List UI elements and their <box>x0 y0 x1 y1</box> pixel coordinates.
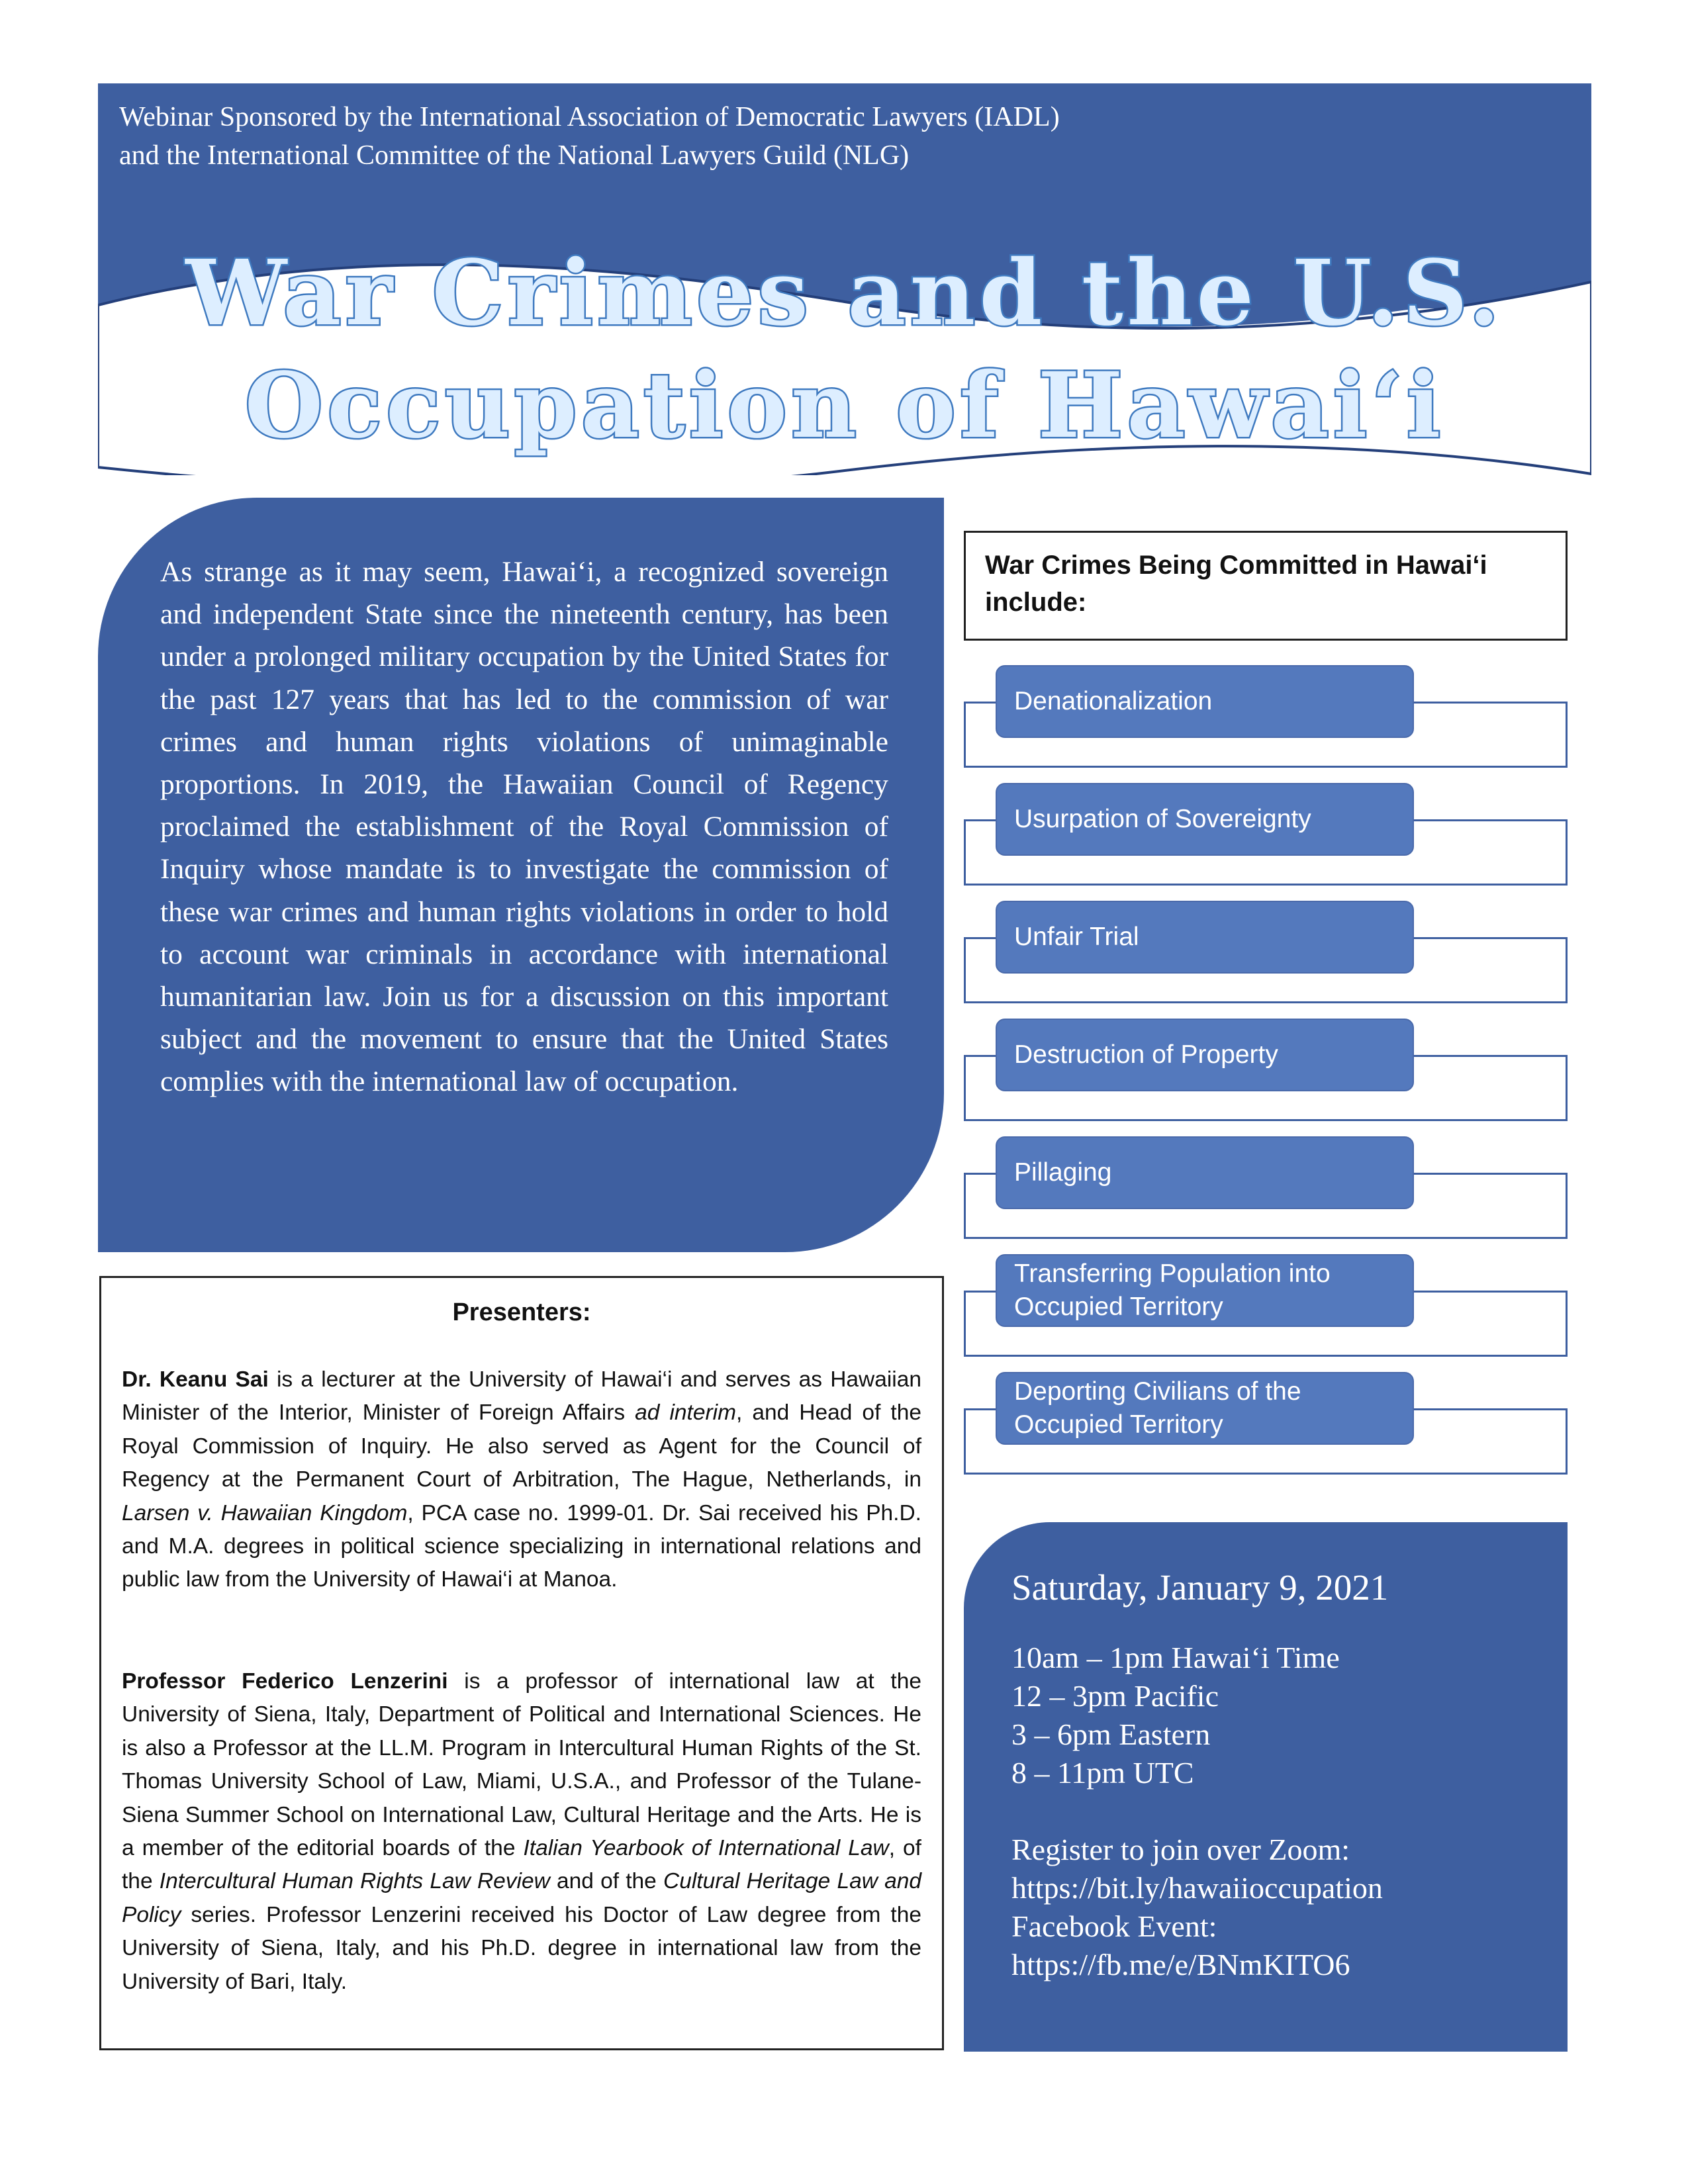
zoom-register-link[interactable]: https://bit.ly/hawaiioccupation <box>1011 1871 1383 1905</box>
bio-text: series. Professor Lenzerini received his Doctor of Law degree from the University of Siena, Italy, and his Ph.D. degree in international law from the University of Bari, Italy. <box>122 1902 921 1994</box>
sponsor-line-2: and the International Committee of the National Lawyers Guild (NLG) <box>119 140 910 171</box>
presenter-name-sai: Dr. Keanu Sai <box>122 1367 269 1392</box>
presenter-name-lenzerini: Professor Federico Lenzerini <box>122 1669 448 1694</box>
bio-italic: Intercultural Human Rights Law Review <box>159 1869 550 1894</box>
presenter-bio-sai <box>122 1363 921 1597</box>
event-time-eastern: 3 – 6pm Eastern <box>1011 1717 1211 1751</box>
sponsor-line-1: Webinar Sponsored by the International Association of Democratic Lawyers (IADL) <box>119 102 1060 132</box>
event-time-hawaii: 10am – 1pm Hawai‘i Time <box>1011 1641 1340 1674</box>
crime-item-destruction: Destruction of Property <box>996 1019 1414 1091</box>
crime-item-pillaging: Pillaging <box>996 1136 1414 1209</box>
bio-text: , PCA case no. 1999-01. Dr. Sai received his Ph.D. and M.A. degrees in political science specializing in international relations and public law from the University of Hawai‘i at Manoa. <box>122 1500 921 1592</box>
register-label: Register to join over Zoom: <box>1011 1833 1350 1866</box>
bio-text: is a professor of international law at the University of Siena, Italy, Department of Political and International Sciences. He is also a Professor at the LL.M. Program in Intercultural Human Rights of the St. Thomas University School of Law, Miami, U.S.A., and Professor of the Tulane-Siena Summer School on International Law, Cultural Heritage and the Arts. He is a member of the editorial boards of the <box>122 1669 921 1861</box>
bio-text: is a lecturer at the University of Hawai‘i and serves as Hawaiian Minister of the Interior, Minister of Foreign Affairs <box>122 1367 922 1426</box>
presenter-bio-lenzerini <box>122 1665 921 1999</box>
event-time-pacific: 12 – 3pm Pacific <box>1011 1679 1219 1713</box>
crimes-heading: War Crimes Being Committed in Hawai‘i include: <box>985 551 1487 617</box>
crime-item-deporting: Deporting Civilians of the Occupied Territory <box>996 1372 1414 1445</box>
event-details <box>1011 1565 1554 1984</box>
facebook-label: Facebook Event: <box>1011 1909 1217 1943</box>
presenters-heading: Presenters: <box>452 1298 591 1326</box>
bio-italic: Larsen v. Hawaiian Kingdom <box>122 1500 408 1525</box>
title-line-2: Occupation of Hawai‘i <box>244 353 1445 459</box>
bio-italic: Italian Yearbook of International Law <box>523 1836 889 1861</box>
bio-text: and of the <box>549 1869 663 1894</box>
bio-text: , of the <box>122 1836 921 1894</box>
sponsor-text <box>119 98 1509 175</box>
facebook-event-link[interactable]: https://fb.me/e/BNmKITO6 <box>1011 1948 1350 1981</box>
intro-paragraph: As strange as it may seem, Hawai‘i, a recognized sovereign and independent State since the nineteenth century, has been under a prolonged military occupation by the United States for the past 127 years that has led to the commission of war crimes and human rights violations of unimaginable proportions. In 2019, the Hawaiian Council of Regency proclaimed the establishment of the Royal Commission of Inquiry whose mandate is to investigate the commission of these war crimes and human rights violations in order to hold to account war criminals in accordance with international humanitarian law. Join us for a discussion on this important subject and the movement to ensure that the United States complies with the international law of occupation. <box>160 556 888 1098</box>
bio-italic: ad interim <box>635 1400 736 1426</box>
page-title <box>98 218 1591 483</box>
event-time-utc: 8 – 11pm UTC <box>1011 1756 1194 1790</box>
title-line-1: War Crimes and the U.S. <box>185 240 1504 346</box>
bio-text: , and Head of the Royal Commission of Inquiry. He also served as Agent for the Council of Regency at the Permanent Court of Arbitration, The Hague, Netherlands, in <box>122 1400 921 1492</box>
event-date: Saturday, January 9, 2021 <box>1011 1567 1389 1608</box>
crime-item-transferring: Transferring Population into Occupied Territory <box>996 1254 1414 1327</box>
crime-item-usurpation: Usurpation of Sovereignty <box>996 783 1414 856</box>
crime-item-denationalization: Denationalization <box>996 665 1414 738</box>
bio-italic: Cultural Heritage Law and Policy <box>122 1869 921 1927</box>
crime-item-unfair-trial: Unfair Trial <box>996 901 1414 974</box>
spacer <box>1011 1792 1554 1831</box>
